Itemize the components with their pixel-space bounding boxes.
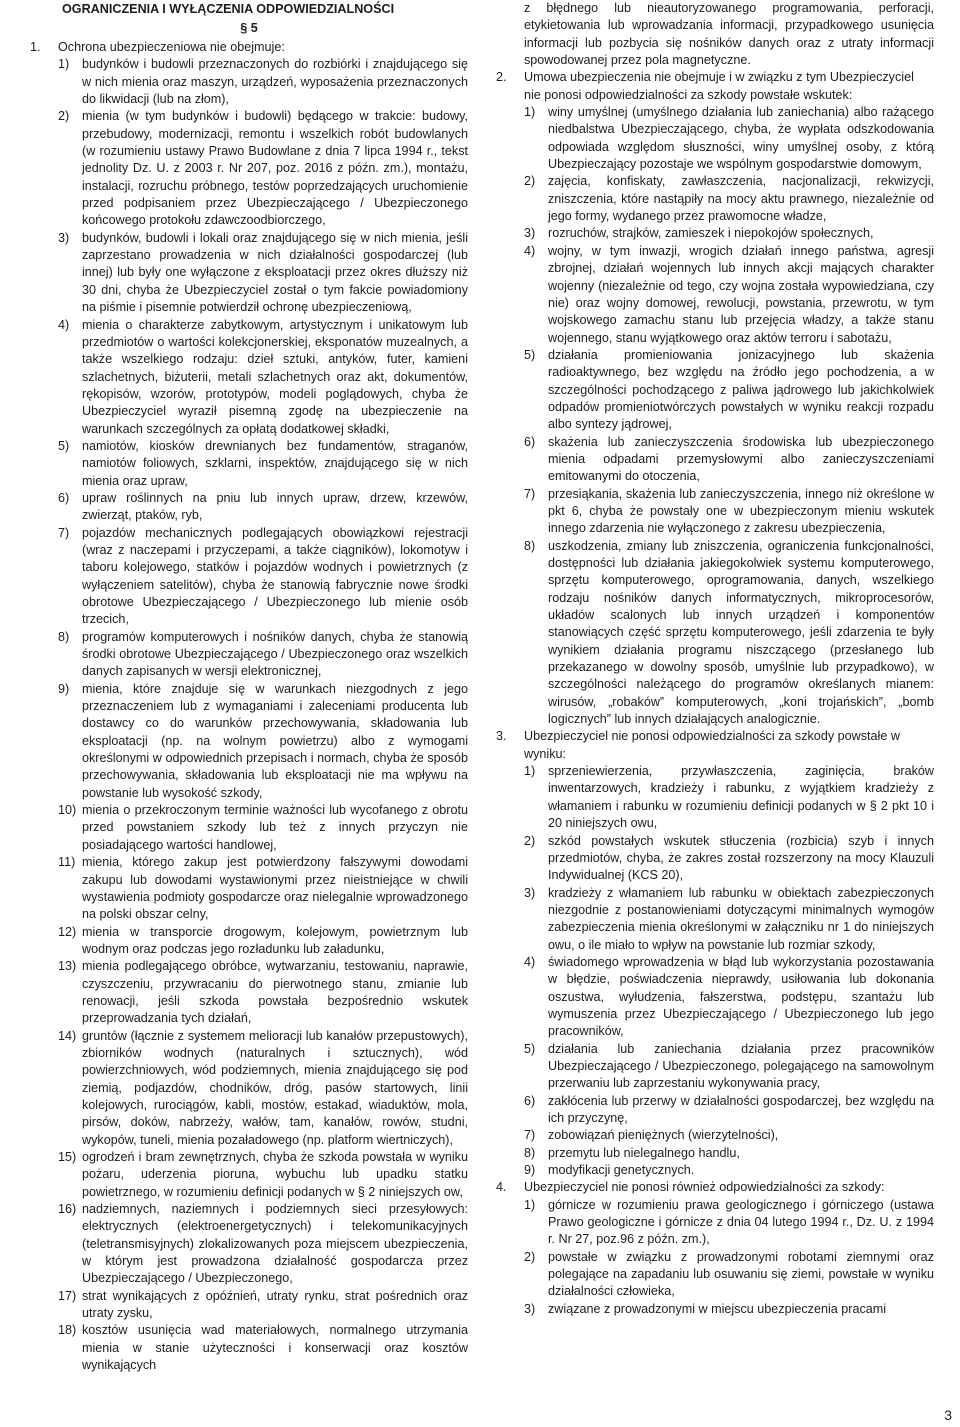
item-text: programów komputerowych i nośników danych, chyba że stanowią środki obrotowe Ubezpieczającego / Ubezpieczonego oraz wszelkich danych zapisanych w wersji elektronicznej, xyxy=(82,629,468,679)
list-item xyxy=(524,1197,934,1249)
item-number: 1) xyxy=(524,764,536,779)
item-text: pojazdów mechanicznych podlegających obowiązkowi rejestracji (wraz z naczepami i przyczepami, a także ciągników), lokomotyw i taboru kolejowego, statków i pojazdów wodnych i powietrznych (z wyłączeniem satelitów), chyba że stanowią fabrycznie nowe środki obrotowe Ubezpieczającego / Ubezpieczonego lub mienie osób trzecich, xyxy=(82,525,468,627)
item-number: 5) xyxy=(524,347,536,362)
item-number: 8) xyxy=(524,538,536,553)
item-text: mienia (w tym budynków i budowli) będącego w trakcie: budowy, przebudowy, modernizacji, remontu i wszelkich robót budowlanych (w rozumieniu ustawy Prawo Budowlane z dnia 7 lipca 1994 r., tekst jednolity Dz. U. z 2003 r. Nr 207, poz. 2016 z późn. zm.), montażu, instalacji, rozruchu próbnego, testów poprzedzających uruchomienie przed podpisaniem przez Ubezpieczającego / Ubezpieczonego końcowego protokołu zdawczoodbiorczego, xyxy=(82,109,468,228)
item-text: ogrodzeń i bram zewnętrznych, chyba że szkoda powstała w wyniku pożaru, uderzenia pioruna, wybuchu lub upadku statku powietrznego, w rozumieniu definicji podanych w § 2 niniejszych ow, xyxy=(82,1150,468,1199)
clause-4-list xyxy=(524,1197,934,1318)
item-text: świadomego wprowadzenia w błąd lub wykorzystania pozostawania w błędzie, poświadczenia nieprawdy, usiłowania lub dokonania oszustwa, wyłudzenia, fałszerstwa, podstępu, szantażu lub wymuszenia przez Ubezpieczającego / Ubezpieczonego lub jego pracowników, xyxy=(548,954,934,1039)
item-number: 1) xyxy=(58,57,70,72)
paragraph-number: § 5 xyxy=(240,21,258,35)
list-item xyxy=(524,347,934,434)
item-number: 1) xyxy=(524,1197,536,1212)
list-item xyxy=(524,225,934,242)
clause-number: 4. xyxy=(496,1180,507,1195)
list-item xyxy=(58,629,468,681)
item-number: 5) xyxy=(524,1041,536,1056)
item-text: kosztów usunięcia wad materiałowych, normalnego utrzymania mienia w stanie użyteczności i konserwacji oraz kosztów wynikających xyxy=(82,1323,468,1373)
item-number: 3) xyxy=(524,1301,536,1316)
clause-1-list xyxy=(58,56,468,1374)
list-item xyxy=(524,1162,934,1179)
item-text: zobowiązań pieniężnych (wierzytelności), xyxy=(548,1128,779,1143)
item-number: 14) xyxy=(58,1028,77,1043)
clause-intro: Umowa ubezpieczenia nie obejmuje i w związku z tym Ubezpieczyciel nie ponosi odpowiedzialności za szkody powstałe wskutek: xyxy=(524,70,914,102)
clause-3 xyxy=(496,728,934,1179)
item-number: 8) xyxy=(58,629,70,644)
list-item xyxy=(58,230,468,317)
item-text: mienia podlegającego obróbce, wytwarzaniu, testowaniu, naprawie, czyszczeniu, przywracaniu do pierwotnego stanu, zmianie lub renowacji, jeśli szkoda powstała bezpośrednio wskutek przeprowadzania tych działań, xyxy=(82,959,468,1026)
list-item xyxy=(58,1322,468,1374)
list-item xyxy=(524,104,934,173)
list-item xyxy=(58,1028,468,1149)
list-item xyxy=(58,56,468,108)
list-item xyxy=(58,438,468,490)
list-item xyxy=(524,538,934,729)
item-text: przemytu lub nielegalnego handlu, xyxy=(548,1145,740,1160)
item-text: mienia o charakterze zabytkowym, artystycznym i unikatowym lub przedmiotów o wartości kolekcjonerskiej, eksponatów muzealnych, a także wszelkiego rodzaju: dzieł sztuki, antyków, futer, kamieni szlachetnych, biżuterii, metali szlachetnych oraz akt, dokumentów, rękopisów, wzorów, prototypów, modeli poglądowych, chyba że Ubezpieczyciel wyraził pisemną zgodę na ubezpieczenie na warunkach szczególnych za opłatą dodatkowej składki, xyxy=(82,317,468,436)
item-number: 6) xyxy=(58,490,70,505)
item-text: skażenia lub zanieczyszczenia środowiska lub ubezpieczonego mienia odpadami przemysłowymi albo zanieczyszczeniami emitowanymi do otoczenia, xyxy=(548,434,934,484)
item-number: 1) xyxy=(524,105,536,120)
item-text: sprzeniewierzenia, przywłaszczenia, zaginięcia, braków inwentarzowych, kradzieży i rabunku, z wyjątkiem kradzieży z włamaniem i rabunku w rozumieniu definicji podanych w § 2 pkt 10 i 20 niniejszych owu, xyxy=(548,764,934,831)
clause-intro: Ochrona ubezpieczeniowa nie obejmuje: xyxy=(58,40,285,54)
item-number: 16) xyxy=(58,1202,77,1217)
clause-2 xyxy=(496,69,934,728)
item-number: 10) xyxy=(58,803,77,818)
item-text: powstałe w związku z prowadzonymi robotami ziemnymi oraz polegające na zapadaniu lub osuwaniu się ziemi, powstałe w wyniku działalności człowieka, xyxy=(548,1249,934,1299)
item-number: 11) xyxy=(58,855,76,870)
item-number: 3) xyxy=(524,885,536,900)
item-text: związane z prowadzonymi w miejscu ubezpieczenia pracami xyxy=(548,1301,887,1316)
item-number: 13) xyxy=(58,959,77,974)
item-text: modyfikacji genetycznych. xyxy=(548,1163,695,1178)
item-number: 2) xyxy=(524,174,536,189)
item-number: 7) xyxy=(58,525,70,540)
item-text: zajęcia, konfiskaty, zawłaszczenia, nacjonalizacji, rekwizycji, zniszczenia, które nastąpiły na mocy aktu prawnego, niezależnie od jego formy, wydanego przez prawomocne władze, xyxy=(548,174,934,224)
list-item xyxy=(58,490,468,525)
clause-3-list xyxy=(524,763,934,1179)
list-item xyxy=(58,958,468,1027)
list-item xyxy=(58,1149,468,1201)
item-number: 5) xyxy=(58,438,70,453)
item-text: mienia w transporcie drogowym, kolejowym, powietrznym lub wodnym oraz podczas jego rozładunku lub załadunku, xyxy=(82,924,468,956)
item-text: rozruchów, strajków, zamieszek i niepokojów społecznych, xyxy=(548,226,874,241)
item-text: nadziemnych, naziemnych i podziemnych sieci przesyłowych: elektrycznych (elektroenergetycznych) i telekomunikacyjnych (teletransmisyjnych) zlokalizowanych poza miejscem ubezpieczenia, w którym jest prowadzona działalność gospodarcza przez Ubezpieczającego / Ubezpieczonego, xyxy=(82,1202,468,1286)
item-number: 9) xyxy=(524,1163,536,1178)
item-number: 4) xyxy=(524,954,536,969)
item-text: gruntów (łącznie z systemem melioracji lub kanałów przepustowych), zbiorników wodnych (naturalnych i sztucznych), wód powierzchniowych, wód podziemnych, mienia znajdującego się pod ziemią, podjazdów, chodników, dróg, pasów startowych, linii kolejowych, rurociągów, kabli, mostów, estakad, wiaduktów, mola, pirsów, doków, nabrzeży, wałów, tam, kanałów, rowów, studni, wykopów, tuneli, mienia pozaładowego (np. platform wiertniczych), xyxy=(82,1028,468,1147)
item-text: winy umyślnej (umyślnego działania lub zaniechania) albo rażącego niedbalstwa Ubezpieczającego, chyba, że wypłata odszkodowania odpowiada względom słuszności, winy umyślnej osoby, z którą Ubezpieczający pozostaje we wspólnym gospodarstwie domowym, xyxy=(548,105,934,172)
list-item xyxy=(524,885,934,954)
list-item xyxy=(58,108,468,229)
list-item xyxy=(524,434,934,486)
item-text: mienia, które znajduje się w warunkach niezgodnych z jego przeznaczeniem lub z wymaganiami i zaleceniami producenta lub dostawcy co do warunków przechowywania, składowania lub eksploatacji (np. na wolnym powietrzu) albo z wymogami określonymi w odpowiednich przepisach i normach, chyba że sposób przechowywania, składowania lub eksploatacji nie ma wpływu na powstanie lub wysokość szkody, xyxy=(82,681,468,800)
list-item xyxy=(524,1041,934,1093)
item-number: 18) xyxy=(58,1323,77,1338)
item-number: 4) xyxy=(524,243,536,258)
list-item xyxy=(58,1201,468,1288)
item-text: górnicze w rozumieniu prawa geologicznego i górniczego (ustawa Prawo geologiczne i górnicze z dnia 04 lutego 1994 r., Dz. U. z 1994 r. Nr 27, poz.96 z późn. zm.), xyxy=(548,1197,934,1247)
item-number: 17) xyxy=(58,1288,77,1303)
list-item xyxy=(58,924,468,959)
list-item xyxy=(524,954,934,1041)
list-item xyxy=(524,1301,934,1318)
item-number: 8) xyxy=(524,1145,536,1160)
clause-intro: Ubezpieczyciel nie ponosi również odpowiedzialności za szkody: xyxy=(524,1180,885,1195)
continued-text: z błędnego lub nieautoryzowanego programowania, perforacji, etykietowania lub wprowadzania informacji, przypadkowego usunięcia informacji lub pozbycia się nośników danych oraz z utraty informacji spowodowanej przez pola magnetyczne. xyxy=(524,1,934,68)
item-text: mienia, którego zakup jest potwierdzony fałszywymi dowodami zakupu lub dowodami wystawionymi przez nieistniejące w chwili wystawienia podmioty gospodarcze oraz nielegalnie wprowadzonego na polski obszar celny, xyxy=(82,855,468,922)
clause-intro: Ubezpieczyciel nie ponosi odpowiedzialności za szkody powstałe w wyniku: xyxy=(524,729,900,761)
item-number: 6) xyxy=(524,434,536,449)
item-text: strat wynikających z opóźnień, utraty rynku, strat pośrednich oraz utraty zysku, xyxy=(82,1288,468,1321)
clause-2-list xyxy=(524,104,934,728)
list-item xyxy=(58,1288,468,1323)
list-item xyxy=(524,243,934,347)
item-number: 6) xyxy=(524,1093,536,1108)
clause-number: 3. xyxy=(496,729,507,744)
list-item xyxy=(58,525,468,629)
item-text: uszkodzenia, zmiany lub zniszczenia, ograniczenia funkcjonalności, dostępności lub działania jakiegokolwiek systemu komputerowego, sprzętu komputerowego, oprogramowania, danych, wszelkiego rodzaju nośników danych informatycznych, mikroprocesorów, układów scalonych lub innych urządzeń i komponentów stanowiących część sprzętu komputerowego, jeśli zdarzenia te były wynikiem działania programu niszczącego (przesłanego lub przekazanego w dowolny sposób, umyślnie lub przypadkowo), w szczególności należącego do programów określanych mianem: wirusów, „robaków” komputerowych, „koni trojańskich”, „bomb logicznych” lub innych działających analogicznie. xyxy=(548,538,934,727)
item-number: 4) xyxy=(58,317,70,332)
list-item xyxy=(58,317,468,438)
list-item xyxy=(524,833,934,885)
item-number: 2) xyxy=(58,109,70,124)
clause-number: 2. xyxy=(496,70,507,85)
item-text: działania lub zaniechania działania przez pracowników Ubezpieczającego / Ubezpieczonego, polegającego na samowolnym przerwaniu lub zaprzestaniu wykonywania pracy, xyxy=(548,1041,934,1091)
item-number: 15) xyxy=(58,1150,77,1164)
item-number: 2) xyxy=(524,1249,536,1264)
list-item xyxy=(524,486,934,538)
item-text: upraw roślinnych na pniu lub innych upraw, drzew, krzewów, zwierząt, ptaków, ryb, xyxy=(82,490,468,523)
item-text: namiotów, kiosków drewnianych bez fundamentów, straganów, namiotów foliowych, szklarni, inspektów, znajdującego się w nich mienia oraz upraw, xyxy=(82,438,468,488)
list-item xyxy=(524,763,934,832)
item-number: 3) xyxy=(524,226,536,241)
item-text: przesiąkania, skażenia lub zanieczyszczenia, innego niż określone w pkt 6, chyba że powstały one w ubezpieczonym mieniu wskutek innego zdarzenia nie wyłączonego z zakresu ubezpieczenia, xyxy=(548,486,934,536)
item-number: 9) xyxy=(58,681,70,696)
page-number: 3 xyxy=(944,1407,952,1423)
item-text: działania promieniowania jonizacyjnego lub skażenia radioaktywnego, bez względu na źródło jego pochodzenia, a w szczególności pochodzącego z paliwa jądrowego lub jakichkolwiek odpadów promieniotwórczych powstałych w wyniku reakcji rozpadu albo syntezy jądrowej, xyxy=(548,347,934,432)
clause-number: 1. xyxy=(30,40,41,54)
item-text: wojny, w tym inwazji, wrogich działań innego państwa, agresji zbrojnej, działań wojennych lub innych akcji mających charakter wojenny (niezależnie od tego, czy wojna została wypowiedziana, czy nie) oraz wojny domowej, rewolucji, powstania, przewrotu, w tym wojskowego zamachu stanu lub przejęcia władzy, a także stanu wojennego, stanu wyjątkowego oraz aktów terroru i sabotażu, xyxy=(548,243,934,345)
item-text: budynków i budowli przeznaczonych do rozbiórki i znajdującego się w nich mienia oraz maszyn, urządzeń, wyposażenia przeznaczonych do likwidacji (lub na złom), xyxy=(82,57,468,107)
section-heading: OGRANICZENIA I WYŁĄCZENIA ODPOWIEDZIALNOŚCI xyxy=(62,2,395,16)
item-number: 3) xyxy=(58,230,70,245)
left-column xyxy=(30,0,468,1374)
item-number: 12) xyxy=(58,924,77,939)
list-item xyxy=(524,173,934,225)
list-item xyxy=(58,681,468,802)
item-text: mienia o przekroczonym terminie ważności lub wycofanego z obrotu przed powstaniem szkody lub też z innych przyczyn nie posiadającego wartości handlowej, xyxy=(82,803,468,852)
list-item xyxy=(524,1093,934,1128)
list-item xyxy=(524,1249,934,1301)
item-text: budynków, budowli i lokali oraz znajdującego się w nich mienia, jeśli zaprzestano prowadzenia w nich działalności gospodarczej (lub innej) lub były one wyłączone z eksploatacji przez okres dłuższy niż 30 dni, chyba że Ubezpieczyciel został o tym fakcie powiadomiony na piśmie i pisemnie potwierdził ochronę ubezpieczeniową, xyxy=(82,230,468,315)
item-number: 7) xyxy=(524,486,536,501)
item-text: kradzieży z włamaniem lub rabunku w obiektach zabezpieczonych niezgodnie z postanowieniami dotyczącymi minimalnych wymogów zabezpieczenia mienia określonymi w załączniku nr 1 do niniejszych owu, o ile miało to wpływ na powstanie lub rozmiar szkody, xyxy=(548,885,934,952)
list-item xyxy=(524,1145,934,1162)
item-number: 2) xyxy=(524,833,536,848)
item-number: 7) xyxy=(524,1128,536,1143)
clause-4 xyxy=(496,1179,934,1318)
list-item xyxy=(58,854,468,923)
item-text: szkód powstałych wskutek stłuczenia (rozbicia) szyb i innych przedmiotów, chyba, że zakres został rozszerzony na mocy Klauzuli Indywidualnej (KCS 20), xyxy=(548,833,934,883)
item-text: zakłócenia lub przerwy w działalności gospodarczej, bez względu na ich przyczynę, xyxy=(548,1093,934,1125)
right-column xyxy=(496,0,934,1318)
list-item xyxy=(524,1127,934,1144)
list-item xyxy=(58,802,468,854)
clause-1 xyxy=(30,39,468,1374)
